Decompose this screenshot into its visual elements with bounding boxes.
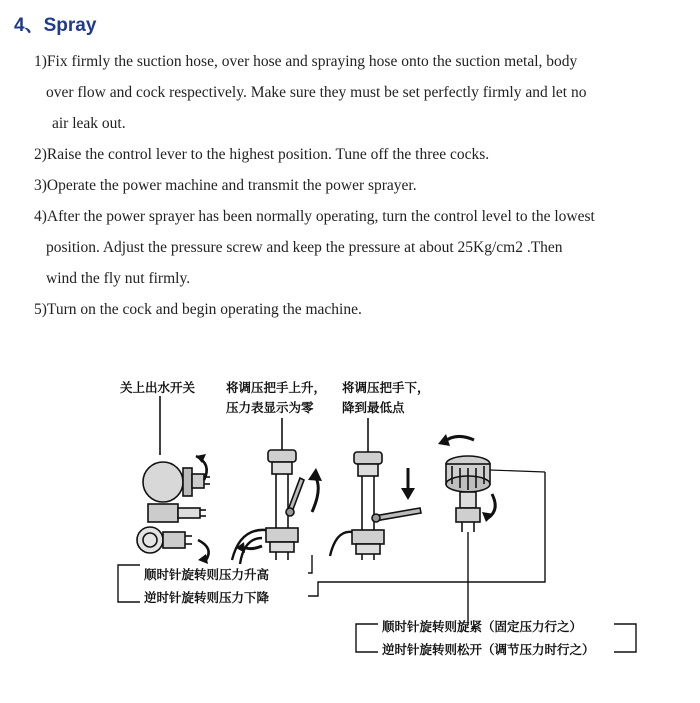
step-4 <box>34 201 690 294</box>
figure-drawing <box>0 360 700 690</box>
label-cw-raise: 顺时针旋转则压力升高 <box>144 567 270 582</box>
lever-raised-assembly <box>232 418 304 564</box>
label-lever-up-line-1: 将调压把手上升， <box>226 380 327 395</box>
label-lever-down-line-2: 降到最低点 <box>342 400 405 415</box>
step-4-line-3: wind the fly nut firmly. <box>46 270 191 287</box>
label-lever-down-line-1: 将调压把手下， <box>342 380 430 395</box>
step-3 <box>34 170 690 201</box>
section-title: Spray <box>43 15 97 36</box>
pressure-gauge-assembly <box>137 396 210 553</box>
spray-adjustment-figure <box>0 360 700 690</box>
label-cw-tighten: 顺时针旋转则旋紧（固定压力行之） <box>382 619 583 634</box>
step-4-line-2: position. Adjust the pressure screw and keep the pressure at about 25Kg/cm2 .Then <box>46 239 563 256</box>
step-1 <box>34 46 690 139</box>
pressure-screw-assembly <box>446 456 545 532</box>
section-heading <box>14 10 96 37</box>
step-4-line-1: 4)After the power sprayer has been normally operating, turn the control level to the lowest <box>34 208 595 225</box>
step-1-line-1: 1)Fix firmly the suction hose, over hose and spraying hose onto the suction metal, body <box>34 53 578 70</box>
label-close-outlet: 关上出水开关 <box>120 380 196 395</box>
label-ccw-lower: 逆时针旋转则压力下降 <box>144 590 270 605</box>
step-1-line-3: air leak out. <box>52 115 126 132</box>
step-5-line-1: 5)Turn on the cock and begin operating the machine. <box>34 301 362 318</box>
label-ccw-loosen: 逆时针旋转则松开（调节压力时行之） <box>382 642 595 657</box>
label-lever-up-line-2: 压力表显示为零 <box>226 400 314 415</box>
step-2-line-1: 2)Raise the control lever to the highest position. Tune off the three cocks. <box>34 146 490 163</box>
section-number: 4、 <box>14 15 44 36</box>
step-3-line-1: 3)Operate the power machine and transmit the power sprayer. <box>34 177 417 194</box>
step-2 <box>34 139 690 170</box>
step-1-line-2: over flow and cock respectively. Make sure they must be set perfectly firmly and let no <box>46 84 587 101</box>
step-5 <box>34 294 690 325</box>
